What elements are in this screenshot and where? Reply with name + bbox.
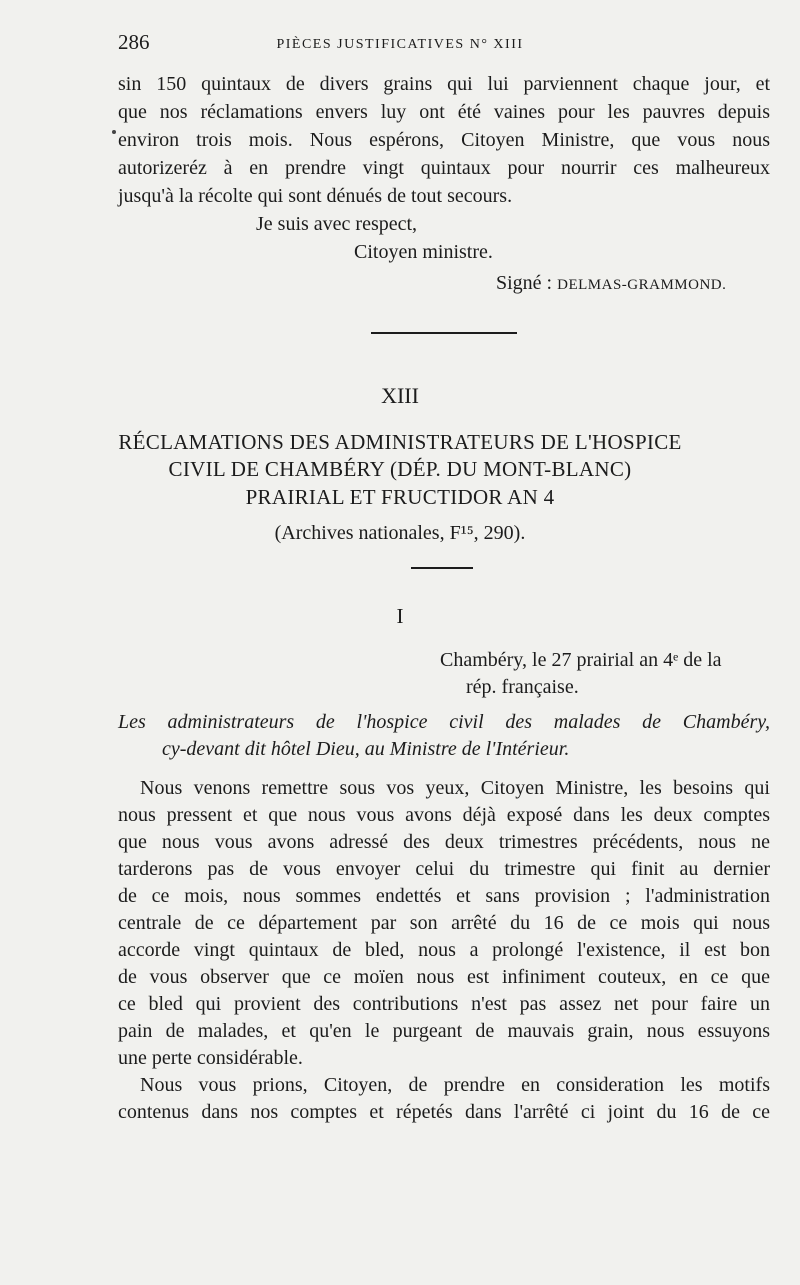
- text-line: sin 150 quintaux de divers grains qui lui parviennent chaque jour, et: [118, 73, 770, 95]
- paragraph-line: ce bled qui provient des contributions n'est pas assez net pour faire un: [118, 993, 770, 1015]
- page-number: 286: [118, 30, 150, 54]
- text-line: que nos réclamations envers luy ont été vaines pour les pauvres depuis: [118, 101, 770, 123]
- paragraph-line: une perte considérable.: [118, 1047, 303, 1069]
- place-date: Chambéry, le 27 prairial an 4ᵉ de la: [440, 649, 722, 671]
- signatory-name: DELMAS-GRAMMOND.: [557, 277, 727, 293]
- closing-address: Citoyen ministre.: [354, 241, 493, 263]
- section-number: XIII: [381, 383, 419, 408]
- address-line: Les administrateurs de l'hospice civil des malades de Chambéry,: [118, 711, 770, 733]
- section-title-line: RÉCLAMATIONS DES ADMINISTRATEURS DE L'HOSPICE: [118, 430, 682, 454]
- text-line: jusqu'à la récolte qui sont dénués de tout secours.: [118, 185, 513, 207]
- signature-line: [496, 272, 726, 295]
- paragraph-line: de ce mois, nous sommes endettés et sans provision ; l'administration: [118, 885, 770, 907]
- text-line: autorizeréz à en prendre vingt quintaux pour nourrir ces malheureux: [118, 157, 770, 179]
- paragraph-line: Nous venons remettre sous vos yeux, Citoyen Ministre, les besoins qui: [140, 777, 770, 799]
- paragraph-line: de vous observer que ce moïen nous est infiniment couteux, en ce que: [118, 966, 770, 988]
- paragraph-line: Nous vous prions, Citoyen, de prendre en consideration les motifs: [140, 1074, 770, 1096]
- paragraph-line: que nous vous avons adressé des deux trimestres précédents, nous ne: [118, 831, 770, 853]
- paragraph-line: accorde vingt quintaux de bled, nous a prolongé l'existence, il est bon: [118, 939, 770, 961]
- paragraph-line: pain de malades, et qu'en le purgeant de mauvais grain, nous essuyons: [118, 1020, 770, 1042]
- sub-divider: [411, 567, 473, 569]
- place-date-continued: rép. française.: [466, 676, 579, 698]
- signed-label: Signé :: [496, 272, 553, 294]
- document-number: I: [396, 604, 404, 628]
- text-line: environ trois mois. Nous espérons, Citoyen Ministre, que vous nous: [118, 129, 770, 151]
- margin-mark: [112, 130, 116, 134]
- closing-salutation: Je suis avec respect,: [256, 213, 418, 235]
- section-divider: [371, 332, 517, 334]
- paragraph-line: centrale de ce département par son arrêté du 16 de ce mois qui nous: [118, 912, 770, 934]
- address-line: cy-devant dit hôtel Dieu, au Ministre de l'Intérieur.: [162, 738, 570, 760]
- paragraph-line: contenus dans nos comptes et répetés dans l'arrêté ci joint du 16 de ce: [118, 1101, 770, 1123]
- section-title-line: PRAIRIAL ET FRUCTIDOR AN 4: [245, 485, 555, 509]
- archive-source: (Archives nationales, F¹⁵, 290).: [274, 522, 526, 544]
- section-title-line: CIVIL DE CHAMBÉRY (DÉP. DU MONT-BLANC): [168, 457, 632, 481]
- running-title: PIÈCES JUSTIFICATIVES N° XIII: [276, 37, 524, 52]
- paragraph-line: tarderons pas de vous envoyer celui du trimestre qui finit au dernier: [118, 858, 770, 880]
- paragraph-line: nous pressent et que nous vous avons déjà exposé dans les deux comptes: [118, 804, 770, 826]
